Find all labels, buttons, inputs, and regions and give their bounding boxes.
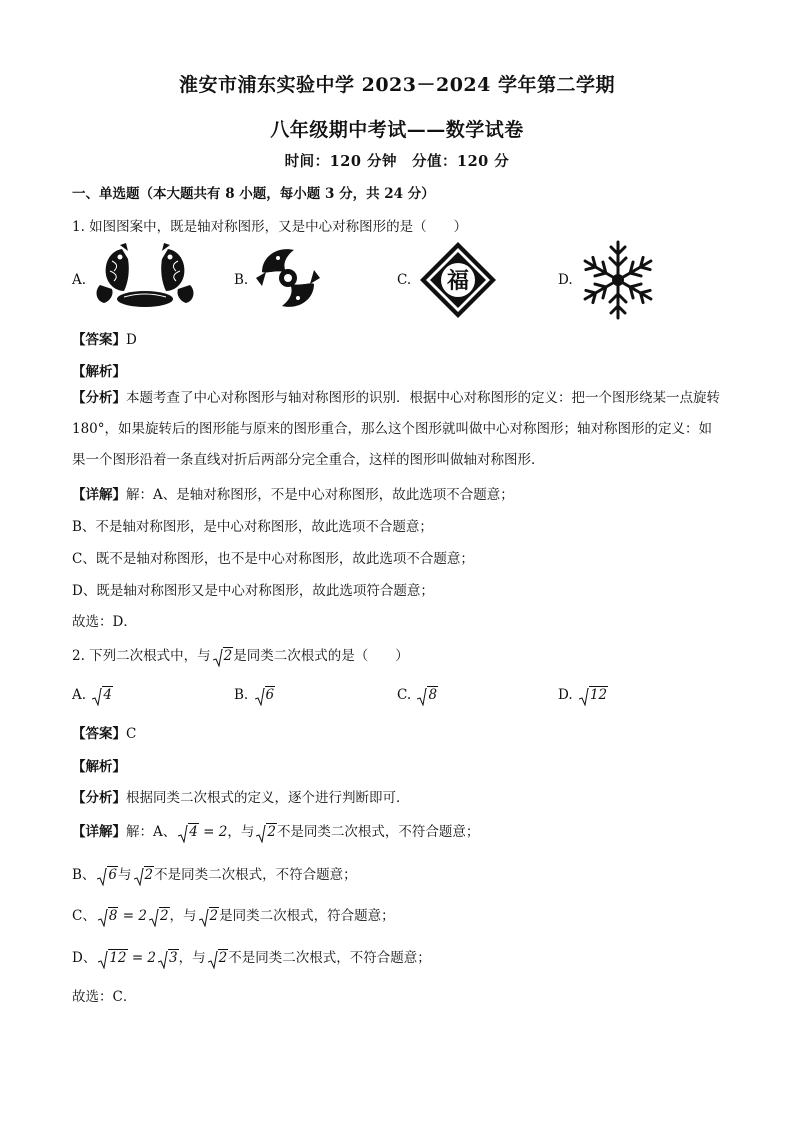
q2-detail-c-radicand-2a: 2 xyxy=(159,908,169,924)
q2-conclusion: 故选：C． xyxy=(72,989,137,1005)
q1-answer xyxy=(72,328,137,348)
q2-analysis-tag: 【解析】 xyxy=(72,759,126,775)
q2-detail-a-radicand-4: 4 xyxy=(189,824,198,840)
q1-option-b-label: B. xyxy=(234,272,249,288)
q2-option-a-radicand: 4 xyxy=(103,687,112,703)
exam-title-line1: 淮安市浦东实验中学 2023－2024 学年第二学期 xyxy=(179,74,615,96)
q2-detail-b-mid: 与 xyxy=(118,867,132,883)
q2-detail-d-eq: = 2 xyxy=(131,950,157,966)
q2-detail-c-pre: C、 xyxy=(72,908,96,924)
q2-option-c-sqrt xyxy=(417,687,438,703)
q2-stem xyxy=(72,644,409,664)
q2-detail-d-pre: D、 xyxy=(72,950,97,966)
q1-option-c-label: C. xyxy=(397,272,412,288)
q2-answer xyxy=(72,722,136,742)
q2-answer-value: C xyxy=(126,726,137,742)
q2-detail-d-sqrt3 xyxy=(158,950,179,966)
q2-detail-a-radicand-2: 2 xyxy=(267,824,276,840)
q2-option-c xyxy=(397,687,438,703)
q2-detail-b-sqrt6 xyxy=(97,867,118,883)
exam-title-line2: 八年级期中考试——数学试卷 xyxy=(270,119,524,141)
q2-option-b-sqrt xyxy=(255,687,276,703)
q2-detail-d-post: 不是同类二次根式，不符合题意； xyxy=(228,950,431,966)
q2-stem-post: 是同类二次根式的是（ ） xyxy=(233,648,409,664)
q1-answer-value: D xyxy=(126,332,137,348)
q2-option-c-radicand: 8 xyxy=(428,687,438,703)
q1-analysis-tag: 【解析】 xyxy=(72,364,126,380)
q2-stem-sqrt xyxy=(213,648,234,664)
q2-detail-c-post: 是同类二次根式，符合题意； xyxy=(219,908,395,924)
q2-detail-d-sqrt12 xyxy=(98,950,127,966)
q2-detail-a-mid: ，与 xyxy=(227,824,255,840)
q1-detail-a-text: 解：A、是轴对称图形，不是中心对称图形，故此选项不合题意； xyxy=(126,487,514,503)
q1-option-c-fu-diamond-figure xyxy=(418,240,498,324)
q2-detail-d-mid: ，与 xyxy=(178,950,206,966)
q2-detail-a-eq: = 2 xyxy=(203,824,228,840)
q2-detail-a-post: 不是同类二次根式，不符合题意； xyxy=(276,824,480,840)
q2-detail-a xyxy=(72,820,479,840)
q2-detail-b xyxy=(72,863,357,883)
q2-option-a-sqrt xyxy=(92,687,113,703)
q1-conclusion: 故选：D． xyxy=(72,614,137,630)
q2-stem-radicand: 2 xyxy=(223,648,233,664)
q2-detail-a-sqrt2 xyxy=(256,824,277,840)
q1-option-a-label: A. xyxy=(72,272,87,288)
q2-detail-b-post: 不是同类二次根式，不符合题意； xyxy=(154,867,357,883)
q2-detail-c-sqrt8 xyxy=(98,908,119,924)
q1-option-b-fish-circle-figure xyxy=(252,242,324,318)
q1-option-a-fish-figure xyxy=(92,241,198,315)
q2-detail-d-sqrt2 xyxy=(208,950,229,966)
q1-option-d-snowflake-figure xyxy=(580,238,656,326)
q2-detail-d xyxy=(72,946,431,966)
time-score-info: 时间：120 分钟 分值：120 分 xyxy=(284,153,510,170)
q2-detail-a-pre: 解：A、 xyxy=(126,824,177,840)
q2-detail-a-sqrt4 xyxy=(178,824,199,840)
q1-fenxi-tag: 【分析】 xyxy=(72,390,126,406)
q2-option-c-label: C. xyxy=(397,687,412,703)
q2-option-d-label: D. xyxy=(558,687,573,703)
q2-option-b xyxy=(234,687,275,703)
q2-detail-c-radicand-8: 8 xyxy=(108,908,118,924)
q2-detail-d-radicand-2: 2 xyxy=(218,950,228,966)
q2-detail-b-pre: B、 xyxy=(72,867,96,883)
q2-answer-tag: 【答案】 xyxy=(72,726,126,742)
q2-detail-b-sqrt2 xyxy=(134,867,155,883)
q2-fenxi-tag: 【分析】 xyxy=(72,790,126,806)
q2-detail-c-mid: ，与 xyxy=(169,908,197,924)
q1-detail-a xyxy=(72,483,514,503)
q1-stem: 1. 如图图案中，既是轴对称图形，又是中心对称图形的是（ ） xyxy=(72,219,468,235)
q2-fenxi xyxy=(72,786,410,806)
q2-detail-tag: 【详解】 xyxy=(72,824,126,840)
q2-detail-d-radicand-3: 3 xyxy=(169,950,178,966)
q2-detail-b-radicand-2: 2 xyxy=(144,867,154,883)
q2-option-d xyxy=(558,687,608,703)
q2-detail-c-sqrt2a xyxy=(149,908,170,924)
q1-detail-c: C、既不是轴对称图形，也不是中心对称图形，故此选项不合题意； xyxy=(72,551,474,567)
q2-option-d-radicand: 12 xyxy=(589,687,608,703)
q1-fenxi-text: 本题考查了中心对称图形与轴对称图形的识别．根据中心对称图形的定义：把一个图形绕某一点旋转180°，如果旋转后的图形能与原来的图形重合，那么这个图形就叫做中心对称图形；轴对称图形的定义：如果一个图形沿着一条直线对折后两部分完全重合，这样的图形叫做轴对称图形． xyxy=(72,390,720,468)
q2-detail-c xyxy=(72,904,395,924)
q1-answer-tag: 【答案】 xyxy=(72,332,126,348)
q2-option-a-label: A. xyxy=(72,687,87,703)
q1-option-d-label: D. xyxy=(558,272,573,288)
q2-detail-c-sqrt2b xyxy=(199,908,220,924)
q2-option-b-label: B. xyxy=(234,687,249,703)
q1-detail-d: D、既是轴对称图形又是中心对称图形，故此选项符合题意； xyxy=(72,583,434,599)
q2-detail-c-eq: = 2 xyxy=(122,908,147,924)
q1-fenxi xyxy=(72,383,722,476)
q2-stem-pre: 2. 下列二次根式中，与 xyxy=(72,648,211,664)
q1-detail-b: B、不是轴对称图形，是中心对称图形，故此选项不合题意； xyxy=(72,519,433,535)
q2-option-d-sqrt xyxy=(579,687,608,703)
q2-fenxi-text: 根据同类二次根式的定义，逐个进行判断即可． xyxy=(126,790,410,806)
q2-option-a xyxy=(72,687,113,703)
section-heading: 一、单选题（本大题共有 8 小题，每小题 3 分，共 24 分） xyxy=(72,186,435,202)
q1-detail-tag: 【详解】 xyxy=(72,487,126,503)
q2-detail-b-radicand-6: 6 xyxy=(108,867,118,883)
q2-detail-c-radicand-2b: 2 xyxy=(209,908,219,924)
q2-option-b-radicand: 6 xyxy=(265,687,275,703)
fu-character: 福 xyxy=(446,269,470,294)
q2-detail-d-radicand-12: 12 xyxy=(109,950,127,966)
